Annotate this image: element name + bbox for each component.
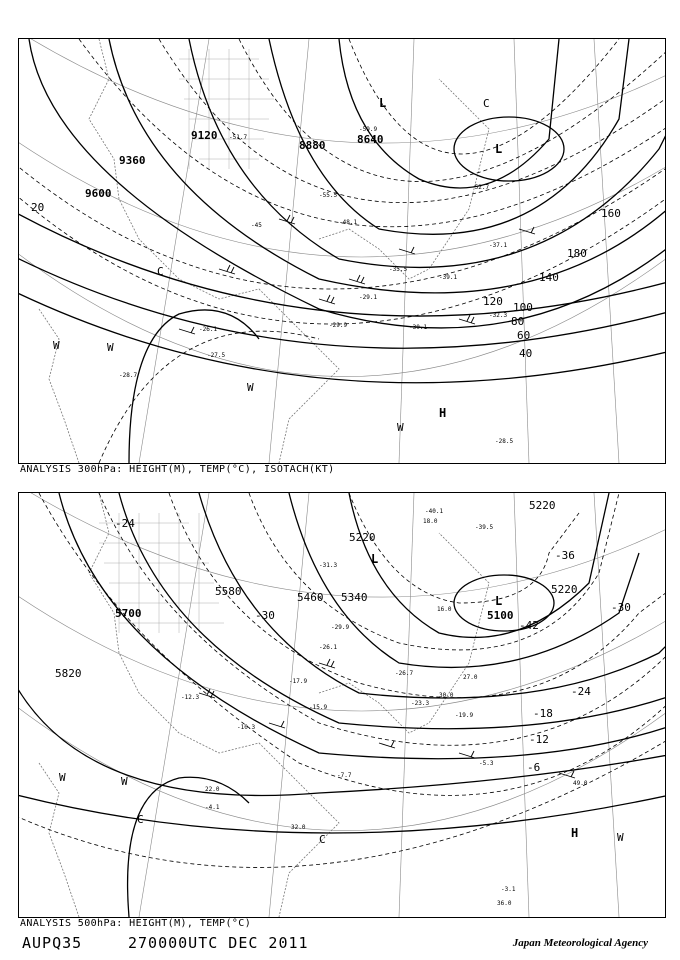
height-label-5820: 5820 (55, 667, 82, 680)
station-value: -3.1 (501, 886, 516, 893)
station-value: 18.0 (423, 518, 438, 525)
station-value: 27.0 (463, 674, 478, 681)
warm-symbol: W (107, 341, 114, 354)
station-value: 49.0 (573, 780, 588, 787)
isotach-label-20: 20 (31, 201, 45, 214)
height-label-9360: 9360 (119, 154, 146, 167)
station-value: -15.9 (309, 704, 328, 711)
isotach-label-120: 120 (483, 295, 503, 308)
height-label-5460: 5460 (297, 591, 324, 604)
hatch-300 (179, 49, 274, 169)
high-pressure-symbol: H (439, 406, 447, 420)
temp-label: -52.7 (471, 184, 490, 191)
temp-label: -35.5 (389, 266, 408, 273)
temp-label: -28.5 (495, 438, 514, 445)
isotherm-label: -24 (571, 685, 591, 698)
isotherm-label: -18 (533, 707, 553, 720)
station-value: 32.0 (291, 824, 306, 831)
low-pressure-symbol: L (495, 594, 503, 608)
temp-label: -29.1 (359, 294, 378, 301)
high-pressure-symbol: H (571, 826, 579, 840)
isotach-label-80: 80 (511, 315, 525, 328)
temp-label: -28.7 (119, 372, 138, 379)
caption-300hpa: ANALYSIS 300hPa: HEIGHT(M), TEMP(°C), ISOTACH(KT) (20, 464, 335, 475)
station-value: -19.9 (455, 712, 474, 719)
isotach-label-100: 100 (513, 301, 533, 314)
agency-name: Japan Meteorological Agency (512, 937, 648, 949)
isotach-label-180: 180 (567, 247, 587, 260)
station-value: -40.1 (425, 508, 444, 515)
height-label-5580: 5580 (215, 585, 242, 598)
chart-300hpa (18, 38, 666, 464)
station-value: -29.9 (331, 624, 350, 631)
isotherm-label: -42 (519, 619, 539, 632)
station-value: -23.3 (411, 700, 430, 707)
isotherm-label: -36 (555, 549, 575, 562)
cold-symbol: C (137, 813, 144, 826)
map-500hpa (19, 493, 665, 917)
caption-500hpa: ANALYSIS 500hPa: HEIGHT(M), TEMP(°C) (20, 918, 252, 929)
station-value: -10.3 (237, 724, 256, 731)
isotach-label-40: 40 (519, 347, 533, 360)
warm-symbol: W (59, 771, 66, 784)
height-label-9120: 9120 (191, 129, 218, 142)
station-value: -26.1 (319, 644, 338, 651)
cold-symbol: C (319, 833, 326, 846)
station-value: -4.1 (205, 804, 220, 811)
warm-symbol: W (53, 339, 60, 352)
station-value: -12.3 (181, 694, 200, 701)
temp-label: -27.5 (207, 352, 226, 359)
low-pressure-symbol: L (495, 142, 503, 156)
height-label-5340: 5340 (341, 591, 368, 604)
temp-label: -55.5 (319, 192, 338, 199)
low-pressure-symbol: L (379, 96, 387, 110)
temp-label: -39.1 (439, 274, 458, 281)
station-value: 30.0 (439, 692, 454, 699)
warm-symbol: W (247, 381, 254, 394)
station-value: -39.5 (475, 524, 494, 531)
isotherm-label: -24 (115, 517, 135, 530)
isotherm-label: -30 (255, 609, 275, 622)
isotherm-label: -30 (611, 601, 631, 614)
isotherm-label: -6 (527, 761, 541, 774)
isotach-label-160: 160 (601, 207, 621, 220)
isotherm-label: -12 (529, 733, 549, 746)
map-300hpa (19, 39, 665, 463)
station-value: -17.9 (289, 678, 308, 685)
station-value: -5.3 (479, 760, 494, 767)
warm-symbol: W (121, 775, 128, 788)
height-label-5220: 5220 (529, 499, 556, 512)
temp-label: -45 (251, 222, 262, 229)
station-value: 22.0 (205, 786, 220, 793)
height-label-8640: 8640 (357, 133, 384, 146)
coastline-300 (39, 39, 489, 463)
temp-label: -29.9 (329, 322, 348, 329)
station-value: -26.7 (395, 670, 414, 677)
height-label-5220: 5220 (349, 531, 376, 544)
height-label-5220: 5220 (551, 583, 578, 596)
warm-symbol: W (617, 831, 624, 844)
temp-label: -51.7 (229, 134, 248, 141)
station-value: 36.0 (497, 900, 512, 907)
temp-label: -26.1 (199, 326, 218, 333)
height-label-5700: 5700 (115, 607, 142, 620)
low-pressure-symbol: L (371, 552, 379, 566)
chart-id: AUPQ35 (22, 934, 83, 952)
valid-time: 270000UTC DEC 2011 (128, 934, 309, 952)
warm-symbol: W (397, 421, 404, 434)
height-label-5100: 5100 (487, 609, 514, 622)
cold-symbol: C (157, 265, 164, 278)
cold-symbol: C (483, 97, 490, 110)
height-label-8880: 8880 (299, 139, 326, 152)
temp-label: -59.9 (359, 126, 378, 133)
height-label-9600: 9600 (85, 187, 112, 200)
station-value: -7.7 (337, 772, 352, 779)
temp-label: -32.3 (489, 312, 508, 319)
temp-label: -37.1 (489, 242, 508, 249)
station-value: 16.0 (437, 606, 452, 613)
temp-label: -30.1 (409, 324, 428, 331)
isotach-label-60: 60 (517, 329, 531, 342)
station-value: -31.3 (319, 562, 338, 569)
temp-label: -48.1 (339, 219, 358, 226)
isotach-label-140: 140 (539, 271, 559, 284)
chart-500hpa (18, 492, 666, 918)
